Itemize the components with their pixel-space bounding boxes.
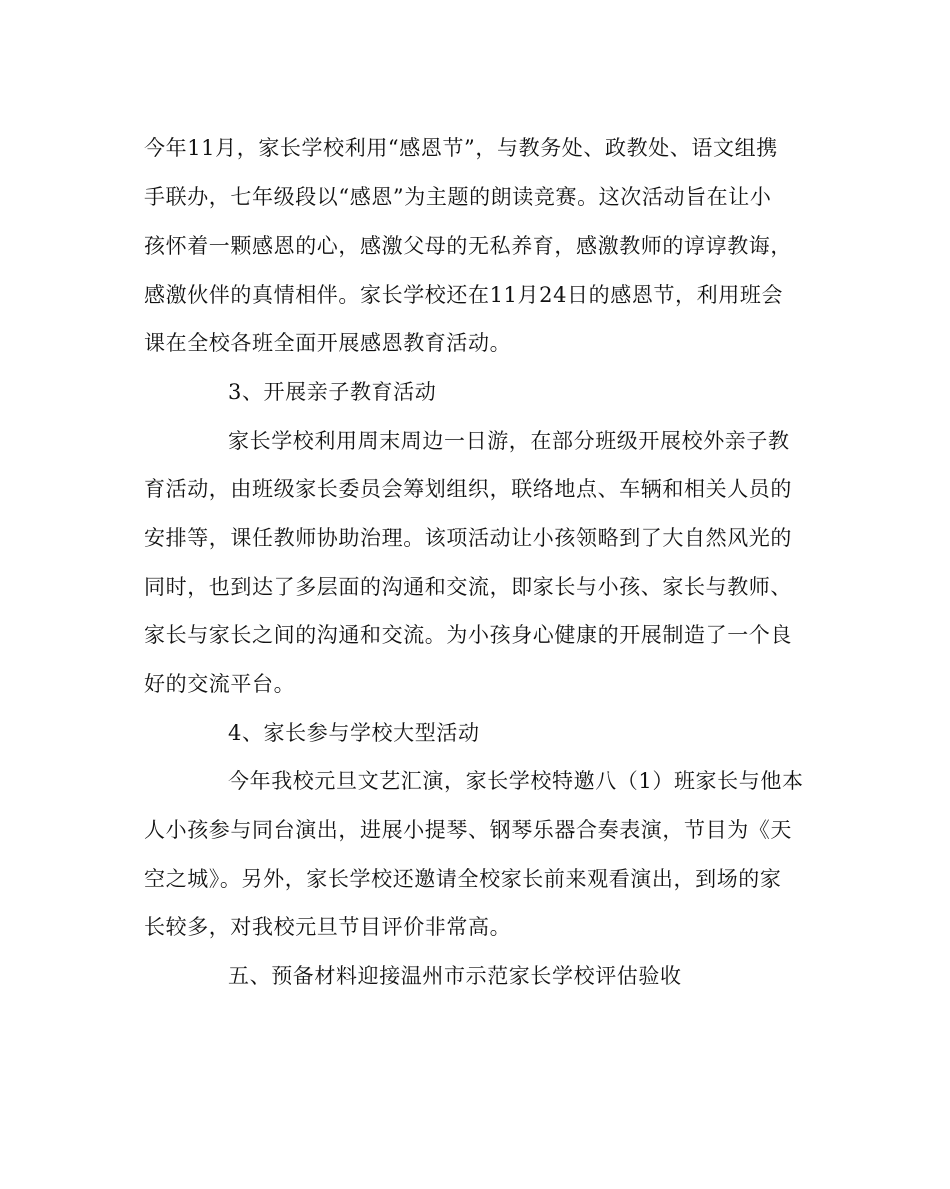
paragraph-line: 好的交流平台。 [144,672,296,696]
paragraph-line: 手联办，七年级段以“感恩”为主题的朗读竞赛。这次活动旨在让小 [144,185,772,209]
section-heading: 4、家长参与学校大型活动 [228,721,480,745]
paragraph-line: 家长与家长之间的沟通和交流。为小孩身心健康的开展制造了一个良 [144,623,792,647]
paragraph-line: 孩怀着一颗感恩的心，感激父母的无私养育，感激教师的谆谆教诲， [144,234,792,258]
paragraph-line: 长较多，对我校元旦节目评价非常高。 [144,915,512,939]
paragraph-line: 人小孩参与同台演出，进展小提琴、钢琴乐器合奏表演，节目为《天 [144,818,792,842]
paragraph-line: 育活动，由班级家长委员会筹划组织，联络地点、车辆和相关人员的 [144,477,792,501]
paragraph-line: 安排等，课任教师协助治理。该项活动让小孩领略到了大自然风光的 [144,526,792,550]
section-heading: 3、开展亲子教育活动 [228,380,437,404]
paragraph-line: 同时，也到达了多层面的沟通和交流，即家长与小孩、家长与教师、 [144,575,792,599]
paragraph-line: 空之城》。另外，家长学校还邀请全校家长前来观看演出，到场的家 [144,867,782,891]
paragraph-line: 今年11月，家长学校利用“感恩节”，与教务处、政教处、语文组携 [144,136,778,160]
paragraph-line: 家长学校利用周末周边一日游，在部分班级开展校外亲子教 [228,429,790,453]
paragraph-line: 课在全校各班全面开展感恩教育活动。 [144,331,512,355]
section-heading: 五、预备材料迎接温州市示范家长学校评估验收 [228,964,682,988]
paragraph-line: 感激伙伴的真情相伴。家长学校还在11月24日的感恩节，利用班会 [144,283,784,307]
paragraph-line: 今年我校元旦文艺汇演，家长学校特邀八（1）班家长与他本 [228,769,804,793]
